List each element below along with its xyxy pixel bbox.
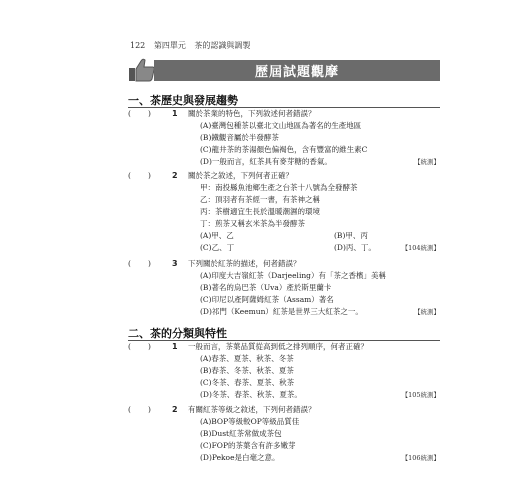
exam-tag: 【統測】 bbox=[414, 308, 440, 316]
option: (A)臺灣包種茶以臺北文山地區為著名的生產地區 bbox=[200, 121, 362, 130]
answer-paren-open[interactable]: ( bbox=[128, 405, 131, 414]
option: (A)印度大吉嶺紅茶（Darjeeling）有「茶之香檳」美稱 bbox=[200, 271, 386, 280]
page-number: 122 bbox=[130, 41, 146, 50]
option: (B)著名的烏巴茶（Uva）產於斯里蘭卡 bbox=[200, 283, 332, 292]
option: (D)祁門（Keemun）紅茶是世界三大紅茶之一。 bbox=[200, 307, 363, 316]
unit-title: 茶的認識與調製 bbox=[194, 41, 251, 50]
option: (C)FOP的茶葉含有許多嫩芽 bbox=[200, 441, 296, 450]
question-number: 1 bbox=[172, 109, 178, 118]
option: (A)春茶、夏茶、秋茶、冬茶 bbox=[200, 354, 294, 363]
answer-paren-open[interactable]: ( bbox=[128, 342, 131, 351]
option: (B)Dust紅茶常做成茶包 bbox=[200, 429, 282, 438]
answer-paren-close: ) bbox=[148, 109, 151, 118]
question-item bbox=[128, 404, 440, 464]
option: (D)丙、丁。 bbox=[334, 243, 376, 252]
banner-bar bbox=[154, 60, 440, 81]
option: (C)冬茶、春茶、夏茶、秋茶 bbox=[200, 378, 295, 387]
question-item bbox=[128, 341, 440, 401]
answer-paren-open[interactable]: ( bbox=[128, 259, 131, 268]
banner-title: 歷屆試題觀摩 bbox=[254, 65, 339, 80]
exam-tag: 【105統測】 bbox=[401, 391, 440, 399]
exam-tag: 【104統測】 bbox=[401, 244, 440, 252]
option: (C)印尼以產阿薩姆紅茶（Assam）著名 bbox=[200, 295, 334, 304]
option: (B)春茶、冬茶、秋茶、夏茶 bbox=[200, 366, 294, 375]
unit-label: 第四單元 bbox=[153, 41, 186, 50]
answer-paren-open[interactable]: ( bbox=[128, 171, 131, 180]
option: (A)甲、乙 bbox=[200, 231, 234, 240]
thumbs-up-icon bbox=[128, 57, 156, 83]
answer-paren-close: ) bbox=[148, 342, 151, 351]
option: (C)龍井茶的茶湯顏色偏褐色，含有豐富的維生素C bbox=[200, 145, 368, 154]
question-number: 3 bbox=[172, 259, 178, 268]
statement: 甲：南投縣魚池鄉生產之台茶十八號為全發酵茶 bbox=[200, 183, 358, 192]
answer-paren-close: ) bbox=[148, 405, 151, 414]
question-stem: 關於茶業的特色，下列敘述何者錯誤？ bbox=[188, 109, 316, 118]
exam-tag: 【106統測】 bbox=[401, 454, 440, 462]
page-header bbox=[130, 40, 256, 51]
answer-paren-close: ) bbox=[148, 259, 151, 268]
question-stem: 下列關於紅茶的描述，何者錯誤？ bbox=[188, 259, 301, 268]
option: (B)甲、丙 bbox=[334, 231, 368, 240]
question-item bbox=[128, 258, 440, 318]
statement: 丁：煎茶又稱玄米茶為半發酵茶 bbox=[200, 219, 305, 228]
section-title: 二、茶的分類與特性 bbox=[128, 327, 227, 340]
question-number: 2 bbox=[172, 171, 178, 180]
question-stem: 關於茶之敘述，下列何者正確？ bbox=[188, 171, 293, 180]
option: (A)BOP等級較OP等級品質佳 bbox=[200, 417, 300, 426]
option: (D)一般而言，紅茶具有麥芽糖的香氣。 bbox=[200, 157, 332, 166]
option: (D)冬茶、春茶、秋茶、夏茶。 bbox=[200, 390, 302, 399]
question-item bbox=[128, 170, 440, 254]
question-number: 1 bbox=[172, 342, 178, 351]
question-number: 2 bbox=[172, 405, 178, 414]
section-title: 一、茶歷史與發展趨勢 bbox=[128, 94, 238, 107]
exam-tag: 【統測】 bbox=[414, 158, 440, 166]
question-stem: 有關紅茶等級之敘述，下列何者錯誤？ bbox=[188, 405, 316, 414]
answer-paren-open[interactable]: ( bbox=[128, 109, 131, 118]
statement: 丙：茶樹適宜生長於溫暖潮濕的環境 bbox=[200, 207, 320, 216]
option: (C)乙、丁 bbox=[200, 243, 235, 252]
question-stem: 一般而言，茶葉品質從高到低之排列順序，何者正確？ bbox=[188, 342, 368, 351]
option: (B)鐵觀音屬於半發酵茶 bbox=[200, 133, 279, 142]
answer-paren-close: ) bbox=[148, 171, 151, 180]
question-item bbox=[128, 108, 440, 168]
section-banner bbox=[128, 57, 440, 83]
statement: 乙：頂羽者有茶經一書，有茶神之稱 bbox=[200, 195, 320, 204]
option: (D)Pekoe是白毫之意。 bbox=[200, 453, 280, 462]
